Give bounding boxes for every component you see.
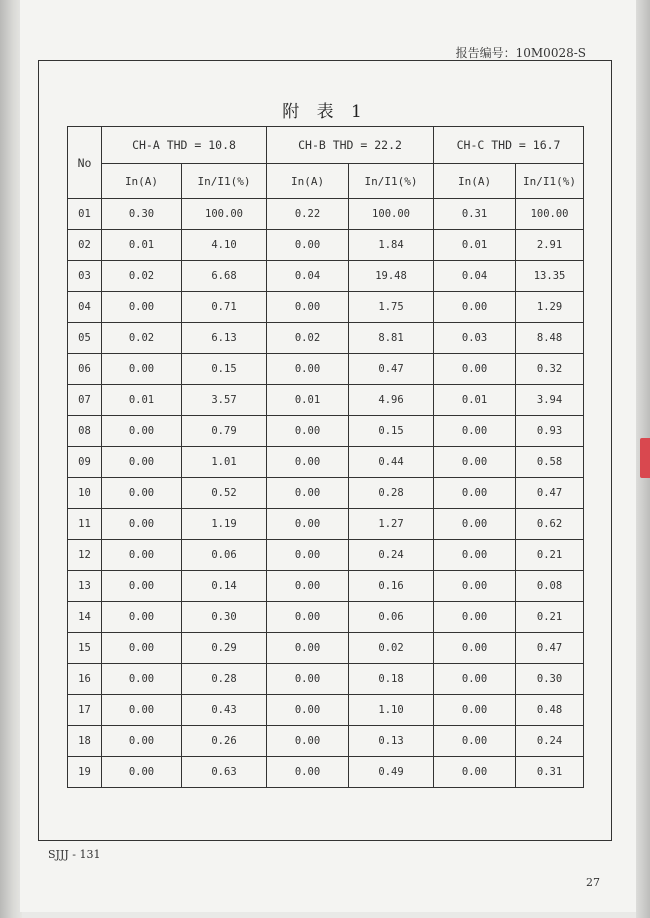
table-cell: 0.04 [434, 261, 516, 292]
group-header-ch-a: CH-A THD = 10.8 [102, 127, 267, 164]
table-cell: 0.02 [267, 323, 349, 354]
table-cell: 0.47 [516, 633, 584, 664]
table-cell: 8.81 [349, 323, 434, 354]
table-cell: 0.01 [102, 230, 182, 261]
table-cell: 0.00 [434, 509, 516, 540]
row-number-cell: 08 [68, 416, 102, 447]
table-row [68, 261, 584, 292]
table-cell: 0.15 [349, 416, 434, 447]
row-number-cell: 06 [68, 354, 102, 385]
table-cell: 0.02 [102, 323, 182, 354]
table-cell: 0.00 [267, 695, 349, 726]
table-cell: 0.00 [434, 354, 516, 385]
table-cell: 0.63 [182, 757, 267, 788]
table-cell: 0.03 [434, 323, 516, 354]
table-row [68, 416, 584, 447]
table-cell: 0.01 [102, 385, 182, 416]
table-cell: 0.26 [182, 726, 267, 757]
table-cell: 0.00 [434, 695, 516, 726]
document-page [20, 0, 636, 912]
subheader-ch-a-ratio: In/I1(%) [182, 164, 267, 199]
harmonic-table [67, 126, 584, 788]
table-row [68, 602, 584, 633]
table-cell: 0.31 [434, 199, 516, 230]
table-cell: 4.10 [182, 230, 267, 261]
table-cell: 0.28 [349, 478, 434, 509]
report-number: 报告编号：10M0028-S [455, 46, 586, 60]
table-row [68, 509, 584, 540]
table-cell: 0.00 [434, 757, 516, 788]
table-row [68, 695, 584, 726]
table-cell: 0.30 [182, 602, 267, 633]
table-cell: 0.16 [349, 571, 434, 602]
page-title: 附 表 1 [282, 102, 368, 122]
table-cell: 0.00 [267, 478, 349, 509]
table-cell: 0.00 [102, 447, 182, 478]
subheader-ch-c-in: In(A) [434, 164, 516, 199]
table-cell: 0.00 [434, 447, 516, 478]
subheader-ch-b-ratio: In/I1(%) [349, 164, 434, 199]
row-number-cell: 07 [68, 385, 102, 416]
table-cell: 0.00 [267, 292, 349, 323]
table-cell: 0.00 [434, 602, 516, 633]
table-cell: 0.00 [102, 695, 182, 726]
row-number-cell: 11 [68, 509, 102, 540]
table-cell: 0.52 [182, 478, 267, 509]
table-cell: 0.00 [434, 416, 516, 447]
row-number-cell: 05 [68, 323, 102, 354]
table-cell: 0.62 [516, 509, 584, 540]
table-cell: 0.00 [267, 447, 349, 478]
table-cell: 0.00 [267, 633, 349, 664]
table-row [68, 323, 584, 354]
table-cell: 0.00 [267, 664, 349, 695]
table-cell: 0.00 [267, 354, 349, 385]
table-cell: 0.00 [434, 540, 516, 571]
row-number-cell: 13 [68, 571, 102, 602]
row-number-cell: 17 [68, 695, 102, 726]
table-cell: 0.00 [267, 757, 349, 788]
table-cell: 0.00 [267, 602, 349, 633]
row-number-cell: 09 [68, 447, 102, 478]
table-row [68, 447, 584, 478]
row-number-cell: 18 [68, 726, 102, 757]
table-cell: 100.00 [349, 199, 434, 230]
table-cell: 0.58 [516, 447, 584, 478]
table-cell: 0.00 [102, 540, 182, 571]
table-cell: 0.01 [434, 385, 516, 416]
table-cell: 0.15 [182, 354, 267, 385]
table-cell: 6.13 [182, 323, 267, 354]
row-number-cell: 02 [68, 230, 102, 261]
table-cell: 3.94 [516, 385, 584, 416]
table-row [68, 199, 584, 230]
row-number-cell: 12 [68, 540, 102, 571]
table-cell: 0.00 [267, 230, 349, 261]
table-cell: 0.00 [102, 602, 182, 633]
table-cell: 0.14 [182, 571, 267, 602]
scan-left-edge [0, 0, 22, 918]
table-cell: 0.00 [434, 664, 516, 695]
table-row [68, 571, 584, 602]
table-cell: 0.00 [102, 571, 182, 602]
table-cell: 0.21 [516, 540, 584, 571]
content-frame [38, 60, 612, 841]
table-header-row [68, 127, 584, 164]
table-cell: 1.19 [182, 509, 267, 540]
table-cell: 0.00 [267, 540, 349, 571]
table-cell: 0.00 [267, 509, 349, 540]
red-tab-marker [640, 438, 650, 478]
table-cell: 1.75 [349, 292, 434, 323]
row-number-cell: 14 [68, 602, 102, 633]
table-cell: 0.43 [182, 695, 267, 726]
table-cell: 0.48 [516, 695, 584, 726]
table-cell: 0.21 [516, 602, 584, 633]
table-row [68, 354, 584, 385]
subheader-ch-a-in: In(A) [102, 164, 182, 199]
table-cell: 0.00 [102, 757, 182, 788]
table-cell: 0.28 [182, 664, 267, 695]
table-cell: 8.48 [516, 323, 584, 354]
table-row [68, 478, 584, 509]
subheader-ch-b-in: In(A) [267, 164, 349, 199]
row-number-cell: 04 [68, 292, 102, 323]
no-column-header: No [68, 127, 102, 199]
table-cell: 0.24 [516, 726, 584, 757]
table-cell: 1.84 [349, 230, 434, 261]
table-body [68, 199, 584, 788]
table-cell: 0.44 [349, 447, 434, 478]
page-number: 27 [586, 876, 600, 889]
table-cell: 0.24 [349, 540, 434, 571]
table-cell: 0.30 [516, 664, 584, 695]
table-cell: 1.10 [349, 695, 434, 726]
table-cell: 0.71 [182, 292, 267, 323]
table-cell: 0.32 [516, 354, 584, 385]
table-cell: 0.47 [349, 354, 434, 385]
subheader-ch-c-ratio: In/I1(%) [516, 164, 584, 199]
table-cell: 4.96 [349, 385, 434, 416]
table-cell: 0.00 [267, 726, 349, 757]
table-cell: 0.00 [102, 726, 182, 757]
table-row [68, 292, 584, 323]
table-cell: 2.91 [516, 230, 584, 261]
table-cell: 0.02 [102, 261, 182, 292]
table-cell: 0.30 [102, 199, 182, 230]
table-cell: 0.00 [434, 726, 516, 757]
table-cell: 0.18 [349, 664, 434, 695]
table-cell: 0.00 [434, 478, 516, 509]
table-cell: 0.47 [516, 478, 584, 509]
form-code: SJJJ - 131 [48, 848, 101, 861]
table-cell: 0.00 [434, 292, 516, 323]
table-row [68, 726, 584, 757]
table-cell: 0.00 [102, 664, 182, 695]
table-cell: 0.79 [182, 416, 267, 447]
table-cell: 0.08 [516, 571, 584, 602]
table-cell: 0.31 [516, 757, 584, 788]
table-cell: 0.01 [434, 230, 516, 261]
table-subheader-row [68, 164, 584, 199]
row-number-cell: 19 [68, 757, 102, 788]
table-cell: 0.00 [102, 478, 182, 509]
table-cell: 0.00 [267, 416, 349, 447]
table-cell: 0.00 [102, 633, 182, 664]
table-row [68, 540, 584, 571]
row-number-cell: 10 [68, 478, 102, 509]
table-cell: 0.00 [102, 416, 182, 447]
row-number-cell: 01 [68, 199, 102, 230]
row-number-cell: 15 [68, 633, 102, 664]
table-cell: 0.02 [349, 633, 434, 664]
row-number-cell: 16 [68, 664, 102, 695]
table-cell: 1.29 [516, 292, 584, 323]
table-cell: 1.27 [349, 509, 434, 540]
table-cell: 0.29 [182, 633, 267, 664]
table-cell: 0.00 [434, 633, 516, 664]
row-number-cell: 03 [68, 261, 102, 292]
table-cell: 0.00 [102, 354, 182, 385]
table-cell: 0.04 [267, 261, 349, 292]
table-cell: 13.35 [516, 261, 584, 292]
table-cell: 0.01 [267, 385, 349, 416]
table-cell: 0.93 [516, 416, 584, 447]
table-cell: 0.00 [434, 571, 516, 602]
table-cell: 0.00 [102, 292, 182, 323]
table-cell: 19.48 [349, 261, 434, 292]
table-cell: 1.01 [182, 447, 267, 478]
table-cell: 0.00 [102, 509, 182, 540]
group-header-ch-c: CH-C THD = 16.7 [434, 127, 584, 164]
table-cell: 0.22 [267, 199, 349, 230]
table-cell: 100.00 [182, 199, 267, 230]
table-row [68, 385, 584, 416]
table-cell: 0.06 [182, 540, 267, 571]
table-cell: 0.13 [349, 726, 434, 757]
table-cell: 0.49 [349, 757, 434, 788]
table-row [68, 664, 584, 695]
table-row [68, 757, 584, 788]
table-row [68, 633, 584, 664]
table-cell: 100.00 [516, 199, 584, 230]
table-cell: 3.57 [182, 385, 267, 416]
table-row [68, 230, 584, 261]
group-header-ch-b: CH-B THD = 22.2 [267, 127, 434, 164]
table-cell: 6.68 [182, 261, 267, 292]
table-cell: 0.00 [267, 571, 349, 602]
table-cell: 0.06 [349, 602, 434, 633]
